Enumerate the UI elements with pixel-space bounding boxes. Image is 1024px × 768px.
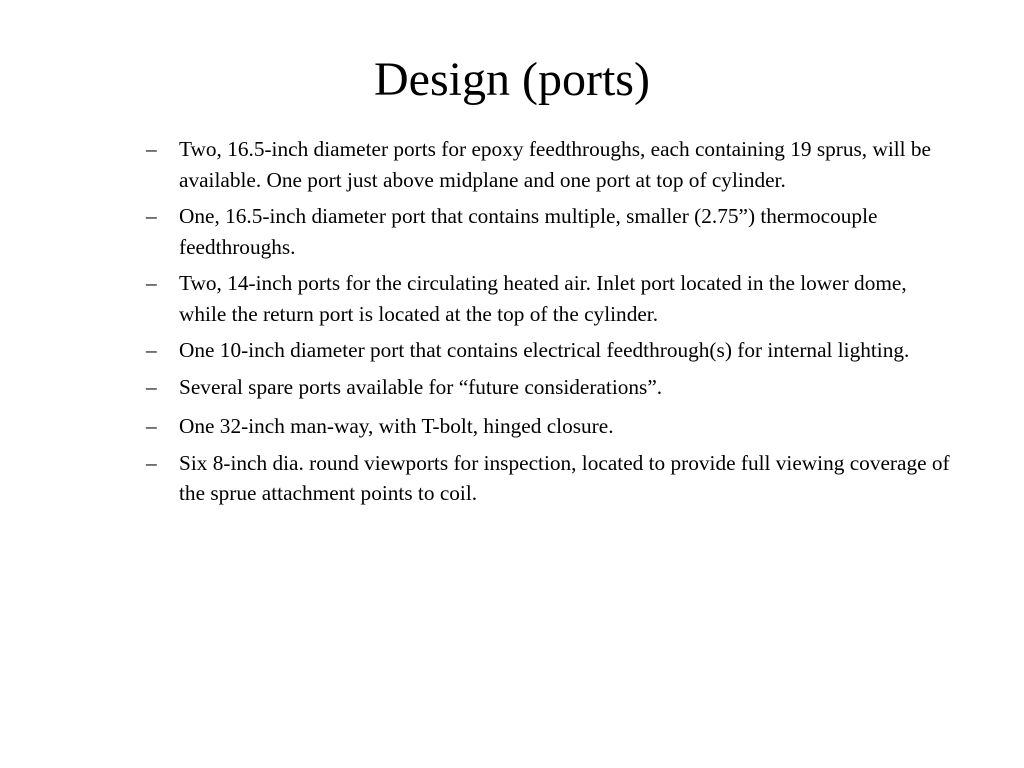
- bullet-item: [146, 372, 956, 403]
- bullet-list: [146, 134, 956, 515]
- bullet-text: Two, 16.5-inch diameter ports for epoxy feedthroughs, each containing 19 sprus, will be available. One port just above midplane and one port at top of cylinder.: [179, 137, 931, 192]
- bullet-text: One, 16.5-inch diameter port that contains multiple, smaller (2.75”) thermocouple feedthroughs.: [179, 204, 878, 259]
- bullet-dash: –: [146, 338, 157, 362]
- bullet-dash: –: [146, 414, 157, 438]
- bullet-text: One 10-inch diameter port that contains electrical feedthrough(s) for internal lighting.: [179, 338, 910, 362]
- bullet-text: One 32-inch man-way, with T-bolt, hinged closure.: [179, 414, 614, 438]
- bullet-item: [146, 335, 956, 366]
- bullet-item: [146, 268, 956, 329]
- bullet-text: Several spare ports available for “future considerations”.: [179, 374, 663, 399]
- bullet-text: Two, 14-inch ports for the circulating heated air. Inlet port located in the lower dome, while the return port is located at the top of the cylinder.: [179, 271, 907, 326]
- bullet-dash: –: [146, 271, 157, 295]
- bullet-item: [146, 201, 956, 262]
- bullet-text: Six 8-inch dia. round viewports for inspection, located to provide full viewing coverage of the sprue attachment points to coil.: [179, 450, 950, 505]
- bullet-dash: –: [146, 204, 157, 228]
- bullet-item: [146, 448, 956, 509]
- slide-title: Design (ports): [374, 53, 650, 106]
- bullet-item: [146, 411, 956, 442]
- bullet-item: [146, 134, 956, 195]
- bullet-dash: –: [146, 137, 157, 161]
- bullet-dash: –: [146, 374, 157, 399]
- bullet-dash: –: [146, 450, 157, 475]
